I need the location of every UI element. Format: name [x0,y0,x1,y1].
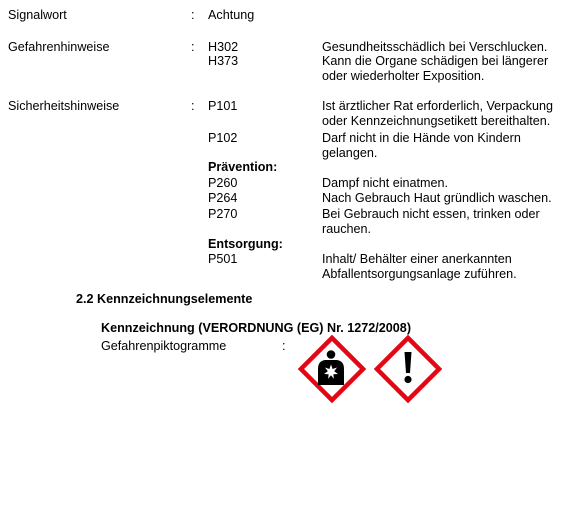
piktogramme-sep: : [282,339,286,353]
p-code: P101 [208,99,238,113]
sicherheitshinweise-label: Sicherheitshinweise [8,99,120,113]
p-code: P501 [208,252,238,266]
section-heading: 2.2 Kennzeichnungselemente [76,292,253,306]
h-text: Gesundheitsschädlich bei Verschlucken. [322,40,548,54]
sicherheitshinweise-sep: : [191,99,195,113]
health-hazard-icon [298,335,366,403]
gefahrenhinweise-sep: : [191,40,195,54]
h-code: H373 [208,54,239,68]
p-code: P264 [208,191,238,205]
p-code: P260 [208,176,238,190]
p-code: P270 [208,207,238,221]
p-text: Dampf nicht einatmen. [322,176,448,190]
exclamation-mark-icon [374,335,442,403]
praevention-heading: Prävention: [208,160,278,174]
gefahrenhinweise-label: Gefahrenhinweise [8,40,110,54]
h-code: H302 [208,40,239,54]
p-text: Darf nicht in die Hände von Kindern gelangen. [322,131,521,160]
piktogramme-label: Gefahrenpiktogramme [101,339,227,353]
signalwort-value: Achtung [208,8,255,22]
entsorgung-heading: Entsorgung: [208,237,283,251]
section-subheading: Kennzeichnung (VERORDNUNG (EG) Nr. 1272/2008) [101,321,412,335]
signalwort-sep: : [191,8,195,22]
p-text: Nach Gebrauch Haut gründlich waschen. [322,191,552,205]
h-text: Kann die Organe schädigen bei längerer oder wiederholter Exposition. [322,54,549,83]
p-text: Bei Gebrauch nicht essen, trinken oder rauchen. [322,207,540,236]
p-code: P102 [208,131,238,145]
p-text: Inhalt/ Behälter einer anerkannten Abfallentsorgungsanlage zuführen. [322,252,517,281]
signalwort-label: Signalwort [8,8,67,22]
p-text: Ist ärztlicher Rat erforderlich, Verpackung oder Kennzeichnungsetikett bereithalten. [322,99,553,128]
